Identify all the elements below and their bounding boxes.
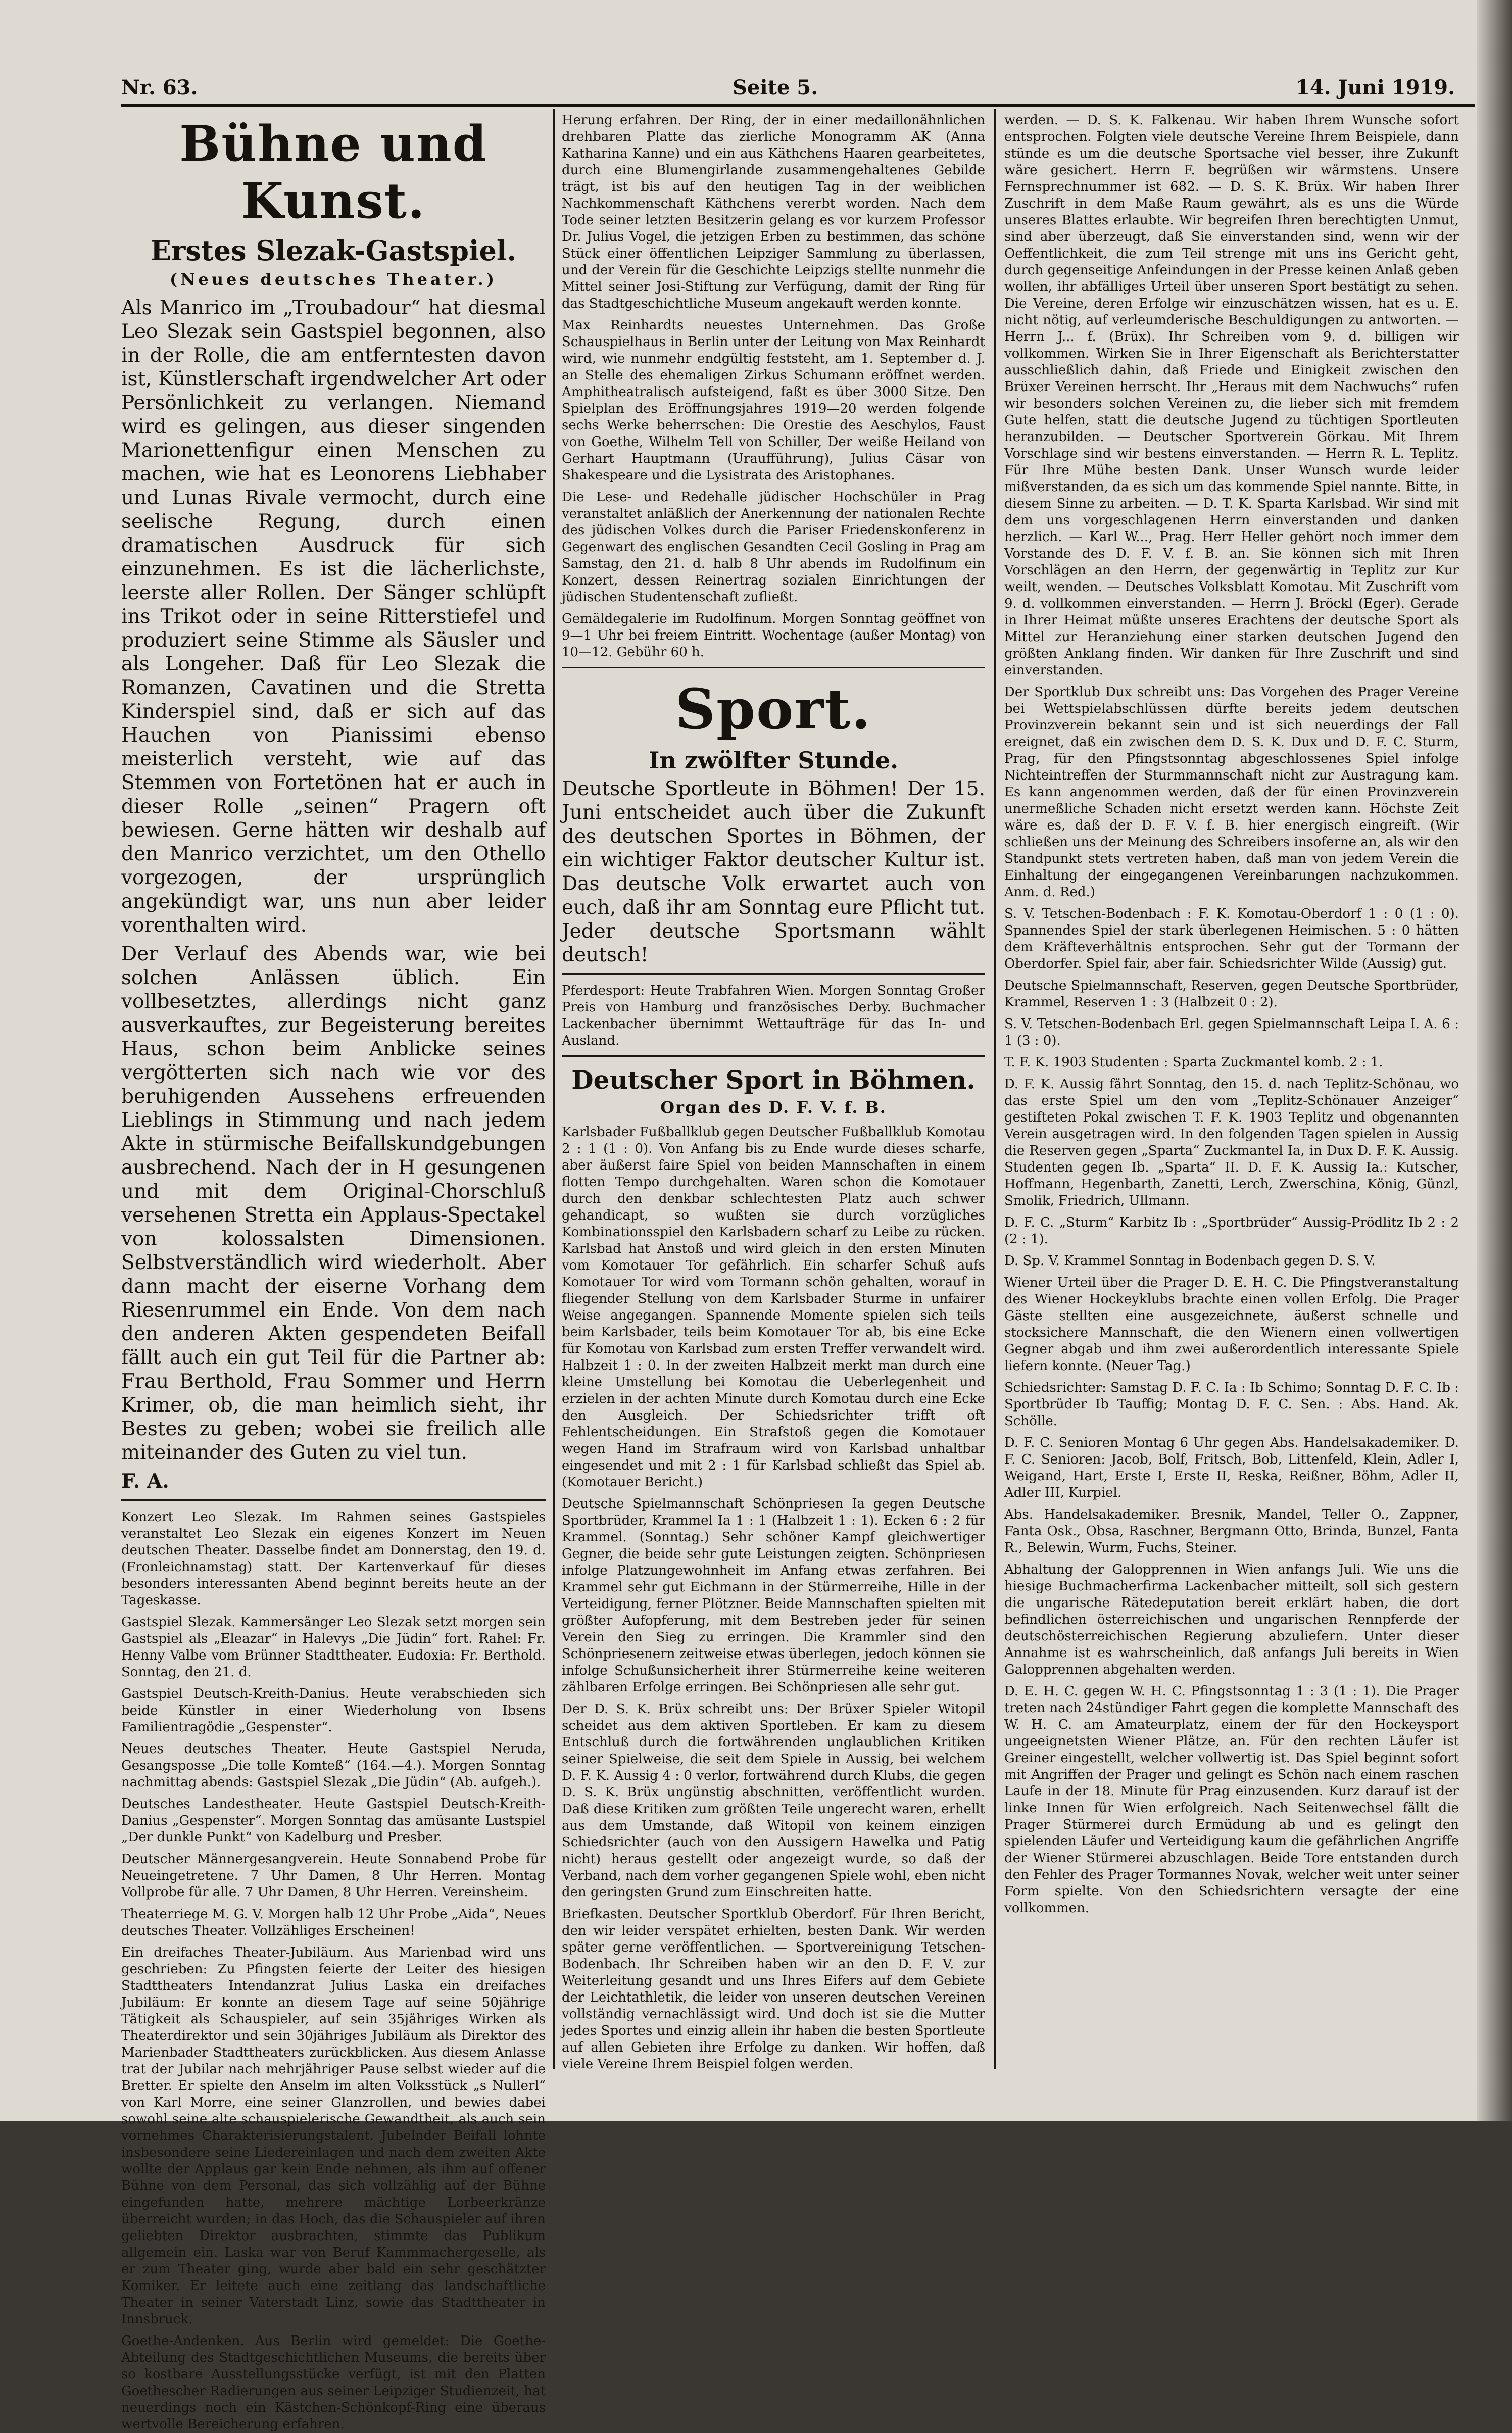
news-item: Pferdesport: Heute Trabfahren Wien. Morgen Sonntag Großer Preis von Hamburg und französisches Derby. Buchmacher Lackenbacher übernimmt Wettaufträge für das In- und Ausland. <box>562 983 985 1048</box>
news-item: Briefkasten. Deutscher Sportklub Oberdorf. Für Ihren Bericht, den wir leider verspätet erhielten, besten Dank. Wir werden später gerne veröffentlichen. — Sportvereinigung Tetschen-Bodenbach. Ihr Schreiben haben wir an den D. F. V. zur Weiterleitung gesandt und uns Ihres Eifers auf dem Gebiete der Leichtathletik, die leider von unseren deutschen Vereinen vollständig vernachlässigt wird. Und doch ist sie die Mutter jedes Sportes und einzig allein ihr haben die besten Sportleute auf allen Gebieten ihre Erfolge zu danken. Wir hoffen, daß viele Vereine Ihrem Beispiel folgen werden. <box>562 1907 985 2072</box>
column-rule-1 <box>553 109 555 2069</box>
issue-date: 14. Juni 1919. <box>1296 76 1455 100</box>
sport-appeal: Deutsche Sportleute in Böhmen! Der 15. Juni entscheidet auch über die Zukunft des deutschen Sportes in Böhmen, der ein wichtiger Faktor deutscher Kultur ist. Das deutsche Volk erwartet auch von euch, daß ihr am Sonntag eure Pflicht tut. Jeder deutsche Sportsmann wählt deutsch! <box>562 777 985 966</box>
news-item: Theaterriege M. G. V. Morgen halb 12 Uhr Probe „Aida“, Neues deutsches Theater. Vollzähliges Erscheinen! <box>121 1907 546 1938</box>
page-edge-shadow <box>1477 0 1512 2121</box>
news-item: Deutscher Männergesangverein. Heute Sonnabend Probe für Neueingetretene. 7 Uhr Damen, 8 Uhr Herren. Montag Vollprobe für alle. 7 Uhr Damen, 8 Uhr Herren. Vereinsheim. <box>121 1852 546 1900</box>
news-item: Karlsbader Fußballklub gegen Deutscher Fußballklub Komotau 2 : 1 (1 : 0). Von Anfang bis zu Ende wurde dieses scharfe, aber äußerst faire Spiel von beiden Mannschaften in einem flotten Tempo durchgehalten. Waren schon die Komotauer durch den denkbar schlechtesten Platz auch schwer gehandicapt, so wußten sie durch vorzügliches Kombinationsspiel den Karlsbadern scharf zu Leibe zu rücken. Karlsbad hat Anstoß und wird gleich in den ersten Minuten vom Komotauer Tor gefährlich. Ein scharfer Schuß aufs Komotauer Tor wird vom Tormann schön gehalten, worauf in fliegender Stellung von dem Karlsbader Sturme in unfairer Weise angegangen. Spannende Momente spielen sich teils beim Karlsbader, teils beim Komotauer Tor ab, bis eine Ecke für Komotau von Karlsbad zum ersten Treffer verwandelt wird. Halbzeit 1 : 0. In der zweiten Halbzeit merkt man durch eine kleine Umstellung bei Komotau die Ueberlegenheit und erzielen in der achten Minute durch Komotau durch eine Ecke den Ausgleich. Der Schiedsrichter trifft oft Fehlentscheidungen. Ein Strafstoß gegen die Komotauer wegen Hand im Strafraum wird von Karlsbad unhaltbar eingesendet und mit 2 : 1 für Karlsbad schließt das Spiel ab. (Komotauer Bericht.) <box>562 1125 985 1490</box>
news-item: D. F. C. Senioren Montag 6 Uhr gegen Abs. Handelsakademiker. D. F. C. Senioren: Jacob, Bolf, Fritsch, Bob, Littenfeld, Klein, Adler I, Weigand, Hart, Erste I, Erste II, Reska, Reißner, Böhm, Adler II, Adler III, Kurpiel. <box>1004 1435 1459 1500</box>
news-item: Neues deutsches Theater. Heute Gastspiel Neruda, Gesangsposse „Die tolle Komteß“ (164.—4.). Morgen Sonntag nachmittag abends: Gastspiel Slezak „Die Jüdin“ (Ab. aufgeh.). <box>121 1741 546 1790</box>
column-1 <box>121 112 546 2432</box>
article-title-deutscher-sport: Deutscher Sport in Böhmen. <box>571 1065 976 1095</box>
news-item: Der Sportklub Dux schreibt uns: Das Vorgehen des Prager Vereine bei Wettspielabschlüssen dürfte bereits jedem deutschen Provinzverein bekannt sein und ist sich neuerdings der Fall ereignet, daß ein zwischen dem D. S. K. Dux und D. F. C. Sturm, Prag, für den Pfingstsonntag abgeschlossenes Spiel infolge Nichteintreffen der Sturmmannschaft nicht zur Austragung kam. Es kann angenommen werden, daß der für einen Provinzverein unermeßliche Schaden nicht ersetzt werden kann. Höchste Zeit wäre es, daß der D. F. V. f. B. hier energisch eingreift. (Wir schließen uns der Meinung des Schreibers insoferne an, als wir den Standpunkt stets vertreten haben, daß man von jedem Verein die Einhaltung der eingegangenen Vereinbarungen nachzukommen. Anm. d. Red.) <box>1004 685 1459 900</box>
news-item: D. F. C. „Sturm“ Karbitz Ib : „Sportbrüder“ Aussig-Prödlitz Ib 2 : 2 (2 : 1). <box>1004 1215 1459 1247</box>
issue-number: Nr. 63. <box>121 76 198 100</box>
news-item: Der D. S. K. Brüx schreibt uns: Der Brüxer Spieler Witopil scheidet aus dem aktiven Sportleben. Er kam zu diesem Entschluß durch die fortwährenden unglaublichen Kritiken seiner Spielweise, die seit dem Spiele in Aussig, bei welchem D. F. K. Aussig 4 : 0 verlor, fortwährend durch Klubs, die gegen D. S. K. Brüx ungünstig abschnitten, veröffentlicht wurden. Daß diese Kritiken zum größten Teile ungerecht waren, erhellt aus dem Umstande, daß Witopil von keinem einzigen Schiedsrichter (auch von den Aussigern Hawelka und Patig nicht) heraus gestellt oder angezeigt wurde, so daß der Verband, nach dem vorher gegangenen Spiele wohl, eben nicht den geringsten Grund zum Einschreiten hatte. <box>562 1701 985 1900</box>
news-item: Wiener Urteil über die Prager D. E. H. C. Die Pfingstveranstaltung des Wiener Hockeyklubs brachte einen vollen Erfolg. Die Prager Gäste stellten eine ausgezeichnete, äußerst schnelle und stocksichere Mannschaft, die den Wienern einen vollwertigen Gegner abgab und ihm zwei außerordentlich interessante Spiele liefern konnte. (Neuer Tag.) <box>1004 1275 1459 1374</box>
news-item: S. V. Tetschen-Bodenbach Erl. gegen Spielmannschaft Leipa I. A. 6 : 1 (3 : 0). <box>1004 1016 1459 1048</box>
news-item: Abhaltung der Galopprennen in Wien anfangs Juli. Wie uns die hiesige Buchmacherfirma Lackenbacher mitteilt, soll sich gestern die ungarische Rätedeputation bereit erklärt haben, die dort befindlichen österreichischen und ungarischen Rennpferde der deutschösterreichischen Regierung abzuliefern. Unter dieser Annahme ist es wahrscheinlich, daß anfangs Juli bereits in Wien Galopprennen abgehalten werden. <box>1004 1562 1459 1677</box>
news-item: D. F. K. Aussig fährt Sonntag, den 15. d. nach Teplitz-Schönau, wo das erste Spiel um den vom „Teplitz-Schönauer Anzeiger“ gestifteten Pokal zwischen T. F. K. 1903 Teplitz und obgenannten Verein ausgetragen wird. In den folgenden Tagen spielen in Aussig die Reserven gegen „Sparta“ Zuckmantel Ia, in Dux D. F. K. Aussig. Studenten gegen Ib. „Sparta“ II. D. F. K. Aussig Ia.: Kutscher, Hoffmann, Hegenbarth, Zanetti, Lerch, Zwerschina, König, Günzl, Smolik, Friedrich, Ullmann. <box>1004 1077 1459 1208</box>
header-rule <box>121 104 1475 107</box>
section-divider <box>121 1499 546 1501</box>
section-title-sport: Sport. <box>675 676 872 742</box>
news-item: S. V. Tetschen-Bodenbach : F. K. Komotau-Oberdorf 1 : 0 (1 : 0). Spannendes Spiel der stark überlegenen Heimischen. 5 : 0 hätten dem Kräfteverhältnis entsprochen. Sehr gut der Tormann der Oberdorfer. Spiel fair, aber fair. Schiedsrichter Wilde (Aussig) gut. <box>1004 906 1459 971</box>
news-item: Gastspiel Deutsch-Kreith-Danius. Heute verabschieden sich beide Künstler in einer Wiederholung von Ibsens Familientragödie „Gespenster“. <box>121 1686 546 1735</box>
article-subtitle-organ: Organ des D. F. V. f. B. <box>660 1098 887 1117</box>
article-paragraph: Als Manrico im „Troubadour“ hat diesmal Leo Slezak sein Gastspiel begonnen, also in der Rolle, die am entferntesten davon ist, Künstlerschaft irgendwelcher Art oder Persönlichkeit zu verlangen. Niemand wird es gelingen, aus dieser singenden Marionettenfigur einen Menschen zu machen, wie hat es Leonorens Liebhaber und Lunas Rivale vermocht, durch eine seelische Regung, durch einen dramatischen Ausdruck für sich einzunehmen. Es ist die lächerlichste, leerste aller Rollen. Der Sänger schlüpft ins Trikot oder in seine Ritterstiefel und produziert seine Stimme als Säusler und als Longeher. Daß für Leo Slezak die Romanzen, Cavatinen und die Stretta Kinderspiel sind, daß er sich auf das Hauchen von Pianissimi ebenso meisterlich versteht, wie auf das Stemmen von Fortetönen hat er auch in dieser Rolle „seinen“ Pragern oft bewiesen. Gerne hätten wir deshalb auf den Manrico verzichtet, um den Othello vorgezogen, der ursprünglich angekündigt war, uns nun aber leider vorenthalten wird. <box>121 297 546 937</box>
news-item: Deutsches Landestheater. Heute Gastspiel Deutsch-Kreith-Danius „Gespenster“. Morgen Sonntag das amüsante Lustspiel „Der dunkle Punkt“ von Kadelburg und Presber. <box>121 1796 546 1845</box>
article-title-slezak: Erstes Slezak-Gastspiel. <box>150 234 517 267</box>
article-signature: F. A. <box>121 1470 169 1493</box>
news-item: Deutsche Spielmannschaft, Reserven, gegen Deutsche Sportbrüder, Krammel, Reserven 1 : 3 (Halbzeit 0 : 2). <box>1004 978 1459 1010</box>
news-item: Deutsche Spielmannschaft Schönpriesen Ia gegen Deutsche Sportbrüder, Krammel Ia 1 : 1 (Halbzeit 1 : 1). Ecken 6 : 2 für Krammel. (Sonntag.) Sehr schöner Kampf gleichwertiger Gegner, die beide sehr gute Leistungen zeigten. Schönpriesen infolge Platzungewohnheit im Anfang etwas zerfahren. Bei Krammel sehr gut Eichmann in der Stürmerreihe, Hille in der Verteidigung, ferner Plötzner. Beide Mannschaften spielten mit größter Aufopferung, mit dem Bestreben jeder für seinen Verein den Sieg zu erringen. Die Krammler sind den Schönpriesenern zeitweise etwas überlegen, jedoch können sie infolge Schußunsicherheit ihrer Stürmerreihe keine weiteren zählbaren Erfolge erringen. Bei Schönpriesen alle sehr gut. <box>562 1496 985 1695</box>
article-paragraph: Der Verlauf des Abends war, wie bei solchen Anlässen üblich. Ein vollbesetztes, allerdings nicht ganz ausverkauftes, zur Begeisterung bereites Haus, schon beim Anblicke seines vergötterten sich nach wie vor des beruhigenden Aussehens erfreuenden Lieblings in Stimmung und nach jedem Akte in stürmische Beifallskundgebungen ausbrechend. Nach der in H gesungenen und mit dem Original-Chorschluß versehenen Stretta ein Applaus-Spectakel von kolossalsten Dimensionen. Selbstverständlich wird wiederholt. Aber dann macht der eiserne Vorhang dem Riesenrummel ein Ende. Von dem nach den anderen Akten gespendeten Beifall fällt auch ein gut Teil für die Partner ab: Frau Berthold, Frau Sommer und Herrn Krimer, ob, die man heimlich sieht, ihr Bestes zu geben; wobei sie freilich alle miteinander des Guten zu viel tun. <box>121 943 546 1464</box>
news-item: Abs. Handelsakademiker. Bresnik, Mandel, Teller O., Zappner, Fanta Osk., Obsa, Raschner, Bergmann Otto, Brinda, Bunzel, Fanta R., Belewin, Wurm, Fuchs, Steiner. <box>1004 1507 1459 1555</box>
news-item: werden. — D. S. K. Falkenau. Wir haben Ihrem Wunsche sofort entsprochen. Folgten viele deutsche Vereine Ihrem Beispiele, dann stünde es um die deutsche Sportsache viel besser, ihre Zukunft wäre gesichert. Herrn F. begrüßen wir wärmstens. Unsere Fernsprechnummer ist 682. — D. S. K. Brüx. Wir haben Ihrer Zuschrift in dem Maße Raum gewährt, als es uns die Würde unseres Blattes erlaubte. Wir begreifen Ihren berechtigten Unmut, sind aber überzeugt, daß Sie einverstanden sind, wenn wir der Oeffentlichkeit, die zum Teil strenge mit uns ins Gericht geht, durch gegenseitige Anfeindungen in der Presse keinen Anlaß geben wollen, ihr abfälliges Urteil über unseren Sport bestätigt zu sehen. Die Vereine, deren Erfolge wir einzuschätzen wissen, hat es u. E. nicht nötig, auf verleumderische Beschuldigungen zu antworten. — Herrn J... f. (Brüx). Ihr Schreiben vom 9. d. billigen wir vollkommen. Wirken Sie in Ihrer Eigenschaft als Berichterstatter ausschließlich dahin, daß Friede und Einigkeit zwischen den Brüxer Vereinen herrscht. Ihr „Heraus mit dem Nachwuchs“ rufen wir besonders solchen Vereinen zu, die lieber sich mit fremdem Gute helfen, statt die deutsche Jugend zu tüchtigen Sportleuten heranzubilden. — Deutscher Sportverein Görkau. Mit Ihrem Vorschlage sind wir bestens einverstanden. — Herrn R. L. Teplitz. Für Ihre Mühe besten Dank. Unser Wunsch wurde leider mißverstanden, da es sich um das kommende Spiel nannte. Bitte, in diesem Sinne zu arbeiten. — D. T. K. Sparta Karlsbad. Wir sind mit dem uns vorgeschlagenen Herrn einverstanden und danken herzlich. — Karl W..., Prag. Herr Heller gehört noch immer dem Vorstande des D. F. V. f. B. an. Sie können sich mit Ihren Vorschlägen an den Herrn, der gegenwärtig in Teplitz zur Kur weilt, wenden. — Deutsches Volksblatt Komotau. Mit Zuschrift vom 9. d. vollkommen einverstanden. — Herrn J. Bröckl (Eger). Gerade in Ihrer Heimat müßte unseres Erachtens der deutsche Sport als Mittel zur Heranziehung einer starken deutschen Jugend den größten Anklang finden. Wir danken für Ihre Zuschrift und sind einverstanden. <box>1004 113 1459 678</box>
news-item: D. Sp. V. Krammel Sonntag in Bodenbach gegen D. S. V. <box>1004 1253 1376 1269</box>
column-3 <box>1004 112 1459 2062</box>
article-subtitle-slezak: (Neues deutsches Theater.) <box>169 270 498 289</box>
section-divider <box>562 667 985 668</box>
news-item: T. F. K. 1903 Studenten : Sparta Zuckmantel komb. 2 : 1. <box>1004 1055 1383 1070</box>
column-rule-2 <box>994 109 996 2069</box>
column-2 <box>562 112 985 2072</box>
page-number: Seite 5. <box>733 76 818 100</box>
article-title-zwoelfte-stunde: In zwölfter Stunde. <box>648 747 899 774</box>
news-item: Die Lese- und Redehalle jüdischer Hochschüler in Prag veranstaltet anläßlich der Anerkennung der nationalen Rechte des jüdischen Volkes durch die Pariser Friedenskonferenz in Gegenwart des englischen Gesandten Cecil Gosling in Prag am Samstag, den 21. d. halb 8 Uhr abends im Rudolfinum ein Konzert, dessen Reinertrag sozialen Einrichtungen der jüdischen Studentenschaft zufließt. <box>562 490 985 605</box>
news-item: Ein dreifaches Theater-Jubiläum. Aus Marienbad wird uns geschrieben: Zu Pfingsten feierte der Leiter des hiesigen Stadttheaters Intendanzrat Julius Laska ein dreifaches Jubiläum: Er konnte an diesem Tage auf seine 50jährige Tätigkeit als Schauspieler, auf sein 35jähriges Wirken als Theaterdirektor und sein 30jähriges Jubiläum als Direktor des Marienbader Stadttheaters zurückblicken. Aus diesem Anlasse trat der Jubilar nach mehrjähriger Pause selbst wieder auf die Bretter. Er spielte den Anselm im alten Volksstück „s Nullerl“ von Karl Morre, eine seiner Glanzrollen, und bewies dabei sowohl seine alte schauspielerische Gewandtheit, als auch sein vornehmes Charakterisierungstalent. Jubelnder Beifall lohnte insbesondere seine Liedereinlagen und nach dem zweiten Akte wollte der Applaus gar kein Ende nehmen, als ihm auf offener Bühne von dem Personal, das sich vollzählig auf der Bühne eingefunden hatte, mehrere mächtige Lorbeerkränze überreicht wurden; in das Hoch, das die Schauspieler auf ihren geliebten Direktor ausbrachten, stimmte das Publikum allgemein ein. Laska war von Beruf Kammmachergeselle, als er zum Theater ging, wurde aber bald ein sehr geschätzter Komiker. Er leitete auch eine zeitlang das landschaftliche Theater in seiner Vaterstadt Linz, sowie das Stadttheater in Innsbruck. <box>121 1945 546 2327</box>
section-title-buehne: Bühne und Kunst. <box>179 115 487 229</box>
page-header <box>121 76 1475 116</box>
section-divider <box>562 973 985 975</box>
news-item: Konzert Leo Slezak. Im Rahmen seines Gastspieles veranstaltet Leo Slezak ein eigenes Konzert im Neuen deutschen Theater. Dasselbe findet am Donnerstag, den 19. d. (Fronleichnamstag) statt. Der Kartenverkauf für dieses besonders interessanten Abend beginnt bereits heute an der Tageskasse. <box>121 1510 546 1608</box>
news-item: Goethe-Andenken. Aus Berlin wird gemeldet: Die Goethe-Abteilung des Stadtgeschichtlichen Museums, die bereits über so kostbare Ausstellungsstücke verfügt, ist mit den Platten Goethescher Radierungen aus seiner Leipziger Studienzeit, hat neuerdings noch ein Kästchen-Schönkopf-Ring eine überaus wertvolle Bereicherung erfahren. <box>121 2333 546 2432</box>
news-item: Gemäldegalerie im Rudolfinum. Morgen Sonntag geöffnet von 9—1 Uhr bei freiem Eintritt. Wochentage (außer Montag) von 10—12. Gebühr 60 h. <box>562 611 985 660</box>
section-divider <box>562 1055 985 1057</box>
news-item: Herung erfahren. Der Ring, der in einer medaillonähnlichen drehbaren Platte das zierliche Monogramm AK (Anna Katharina Kanne) und ein aus Käthchens Haaren gearbeitetes, durch eine Blumengirlande zusammengehaltenes Gebilde trägt, ist bis auf den heutigen Tag in der weiblichen Nachkommenschaft Käthchens vererbt worden. Nach dem Tode seiner letzten Besitzerin gelang es vor kurzem Professor Dr. Julius Vogel, die jetzigen Erben zu bestimmen, das schöne Stück einer öffentlichen Leipziger Sammlung zu überlassen, und der Verein für die Geschichte Leipzigs stellte nunmehr die Mittel seiner Josi-Stiftung zur Verfügung, damit der Ring für das Stadtgeschichtliche Museum angekauft werden konnte. <box>562 113 985 311</box>
news-item: Max Reinhardts neuestes Unternehmen. Das Große Schauspielhaus in Berlin unter der Leitung von Max Reinhardt wird, wie nunmehr endgültig feststeht, am 1. September d. J. an Stelle des ehemaligen Zirkus Schumann eröffnet werden. Amphitheatralisch aufsteigend, faßt es über 3000 Sitze. Den Spielplan des Eröffnungsjahres 1919—20 werden folgende sechs Werke beherrschen: Die Orestie des Aeschylos, Faust von Goethe, Wilhelm Tell von Schiller, Der weiße Heiland von Gerhart Hauptmann (Uraufführung), Julius Cäsar von Shakespeare und die Lysistrata des Aristophanes. <box>562 318 985 483</box>
news-item: D. E. H. C. gegen W. H. C. Pfingstsonntag 1 : 3 (1 : 1). Die Prager treten nach 24stündiger Fahrt gegen die komplette Mannschaft des W. H. C. am Amateurplatz, einem der für den Hockeysport ungeeignetsten Wiener Plätze, an. Für den rechten Läufer ist Greiner eingestellt, welcher vollwertig ist. Das Spiel beginnt sofort mit Angriffen der Prager und gelingt es Schön nach einem raschen Laufe in der 18. Minute für Prag einzusenden. Kurz darauf ist der linke Innen für Wien erfolgreich. Nach Seitenwechsel fällt die Prager Stürmerei durch Ermüdung ab und es gelingt den spielenden Läufer und Verteidigung kaum die gefährlichen Angriffe der Wiener Stürmerei abzuschlagen. Beide Tore entstanden durch den Fehler des Prager Tormannes Novak, welcher weit unter seiner Form spielte. Von den Schiedsrichtern versagte der eine vollkommen. <box>1004 1684 1459 1916</box>
news-item: Schiedsrichter: Samstag D. F. C. Ia : Ib Schimo; Sonntag D. F. C. Ib : Sportbrüder Ib Tauffig; Montag D. F. C. Sen. : Abs. Hand. Ak. Schölle. <box>1004 1380 1459 1429</box>
news-item: Gastspiel Slezak. Kammersänger Leo Slezak setzt morgen sein Gastspiel als „Eleazar“ in Halevys „Die Jüdin“ fort. Rahel: Fr. Henny Valbe vom Brünner Stadttheater. Eudoxia: Fr. Berthold. Sonntag, den 21. d. <box>121 1615 546 1680</box>
